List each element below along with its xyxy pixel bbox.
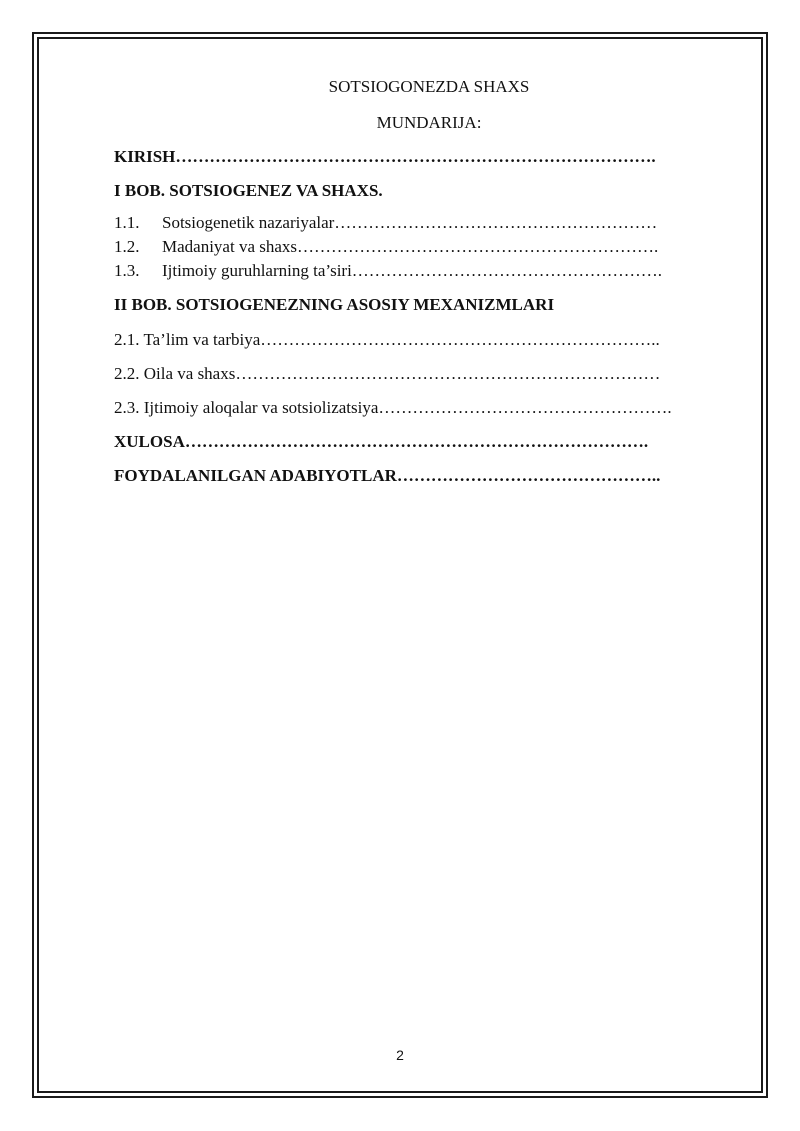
toc-entry-kirish: KIRISH…………………………………………………………………………. <box>114 147 656 166</box>
toc-chapter-1-title: I BOB. SOTSIOGENEZ VA SHAXS. <box>114 181 383 200</box>
toc-heading: MUNDARIJA: <box>376 113 482 132</box>
toc-entry-1-3 <box>114 261 662 281</box>
toc-entry-number: 1.3. <box>114 261 140 280</box>
toc-chapter-2-title: II BOB. SOTSIOGENEZNING ASOSIY MEXANIZMLARI <box>114 295 555 314</box>
toc-entry-text: Sotsiogenetik nazariyalar………………………………………………… <box>162 213 658 232</box>
toc-entry-text: Madaniyat va shaxs………………………………………………………. <box>162 237 659 256</box>
toc-entry-xulosa: XULOSA………………………………………………………………………. <box>114 432 649 451</box>
toc-entry-2-3: 2.3. Ijtimoiy aloqalar va sotsiolizatsiya……………………………………………. <box>114 398 672 417</box>
toc-entry-1-1 <box>114 213 657 233</box>
page-number: 2 <box>396 1047 404 1063</box>
toc-entry-adabiyotlar: FOYDALANILGAN ADABIYOTLAR……………………………………….. <box>114 466 661 485</box>
toc-entry-text: Ijtimoiy guruhlarning ta’siri………………………………………………. <box>162 261 663 280</box>
document-title: SOTSIOGONEZDA SHAXS <box>328 77 530 96</box>
toc-entry-2-1: 2.1. Ta’lim va tarbiya…………………………………………………………….. <box>114 330 660 349</box>
toc-entry-number: 1.2. <box>114 237 140 256</box>
toc-entry-number: 1.1. <box>114 213 140 232</box>
toc-entry-1-2 <box>114 237 658 257</box>
toc-entry-2-2: 2.2. Oila va shaxs………………………………………………………………… <box>114 364 661 383</box>
